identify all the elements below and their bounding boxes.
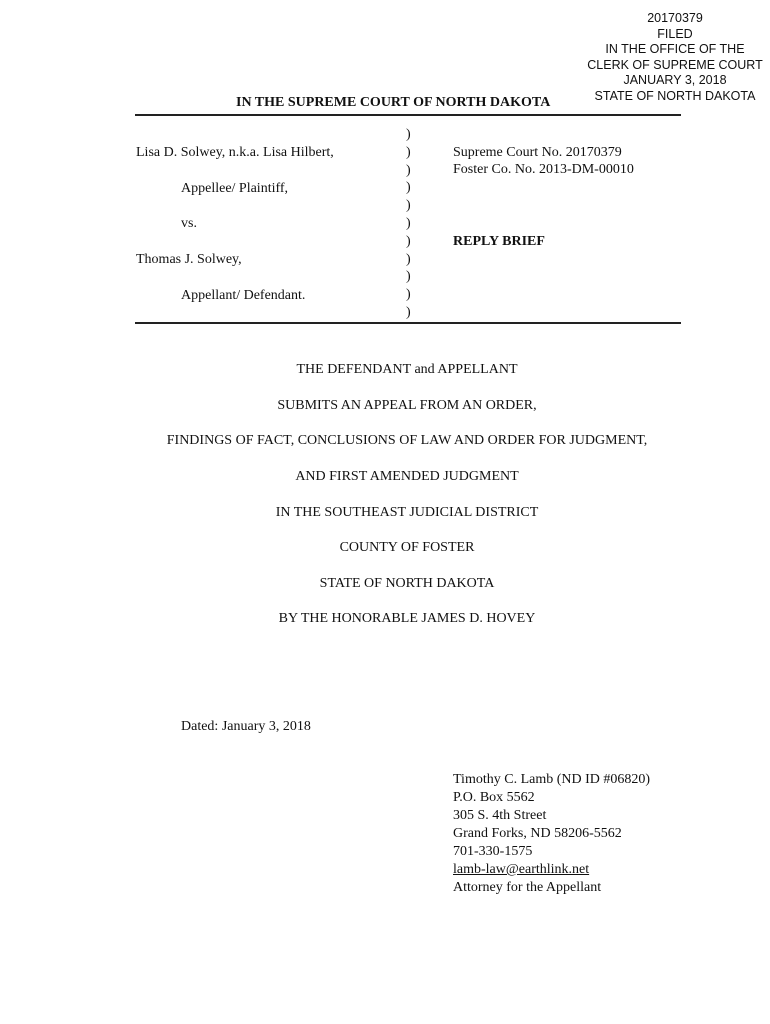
document-type: REPLY BRIEF — [453, 234, 545, 249]
appellant-role: Appellant/ Defendant. — [181, 288, 306, 303]
caption-paren: ) — [406, 180, 411, 196]
stamp-line: JANUARY 3, 2018 — [623, 73, 727, 88]
appeal-line: STATE OF NORTH DAKOTA — [319, 576, 495, 591]
appeal-line: FINDINGS OF FACT, CONCLUSIONS OF LAW AND ORDER FOR JUDGMENT, — [166, 433, 648, 448]
filing-stamp — [570, 11, 770, 105]
caption-paren: ) — [406, 251, 411, 267]
appeal-line: THE DEFENDANT and APPELLANT — [296, 362, 518, 377]
caption-paren: ) — [406, 287, 411, 303]
caption-paren: ) — [406, 304, 411, 320]
stamp-line: IN THE OFFICE OF THE — [605, 42, 745, 57]
court-title: IN THE SUPREME COURT OF NORTH DAKOTA — [236, 95, 551, 110]
appeal-line: IN THE SOUTHEAST JUDICIAL DISTRICT — [275, 505, 539, 520]
caption-bottom-rule — [135, 322, 681, 324]
date-line: Dated: January 3, 2018 — [181, 719, 311, 734]
caption-top-rule — [135, 114, 681, 116]
city-state-zip: Grand Forks, ND 58206-5562 — [453, 826, 622, 841]
appeal-line: COUNTY OF FOSTER — [339, 540, 475, 555]
caption-paren: ) — [406, 198, 411, 214]
stamp-line: 20170379 — [647, 11, 703, 25]
caption-paren: ) — [406, 233, 411, 249]
caption-paren: ) — [406, 269, 411, 285]
county-case-number: Foster Co. No. 2013-DM-00010 — [453, 162, 634, 177]
phone-number: 701-330-1575 — [453, 844, 533, 859]
supreme-court-number: Supreme Court No. 20170379 — [453, 145, 622, 160]
caption-paren: ) — [406, 215, 411, 231]
appellee-role: Appellee/ Plaintiff, — [181, 181, 289, 196]
po-box: P.O. Box 5562 — [453, 790, 535, 805]
caption-paren: ) — [406, 127, 411, 142]
versus-label: vs. — [181, 216, 197, 231]
attorney-role: Attorney for the Appellant — [453, 880, 602, 895]
caption-paren: ) — [406, 162, 411, 178]
appeal-line: SUBMITS AN APPEAL FROM AN ORDER, — [277, 398, 537, 413]
caption-paren: ) — [406, 144, 411, 160]
appeal-line: BY THE HONORABLE JAMES D. HOVEY — [278, 611, 536, 626]
appeal-line: AND FIRST AMENDED JUDGMENT — [295, 469, 519, 484]
email-link[interactable]: lamb-law@earthlink.net — [453, 862, 590, 877]
attorney-name: Timothy C. Lamb (ND ID #06820) — [453, 772, 651, 787]
caption-parenthesis-column — [406, 126, 416, 322]
stamp-line: STATE OF NORTH DAKOTA — [594, 88, 756, 103]
stamp-line: FILED — [657, 26, 693, 41]
street-address: 305 S. 4th Street — [453, 808, 547, 823]
appellant-name: Thomas J. Solwey, — [136, 252, 242, 267]
stamp-line: CLERK OF SUPREME COURT — [587, 57, 763, 72]
appellee-name: Lisa D. Solwey, n.k.a. Lisa Hilbert, — [136, 145, 334, 160]
signature-block — [453, 771, 650, 897]
